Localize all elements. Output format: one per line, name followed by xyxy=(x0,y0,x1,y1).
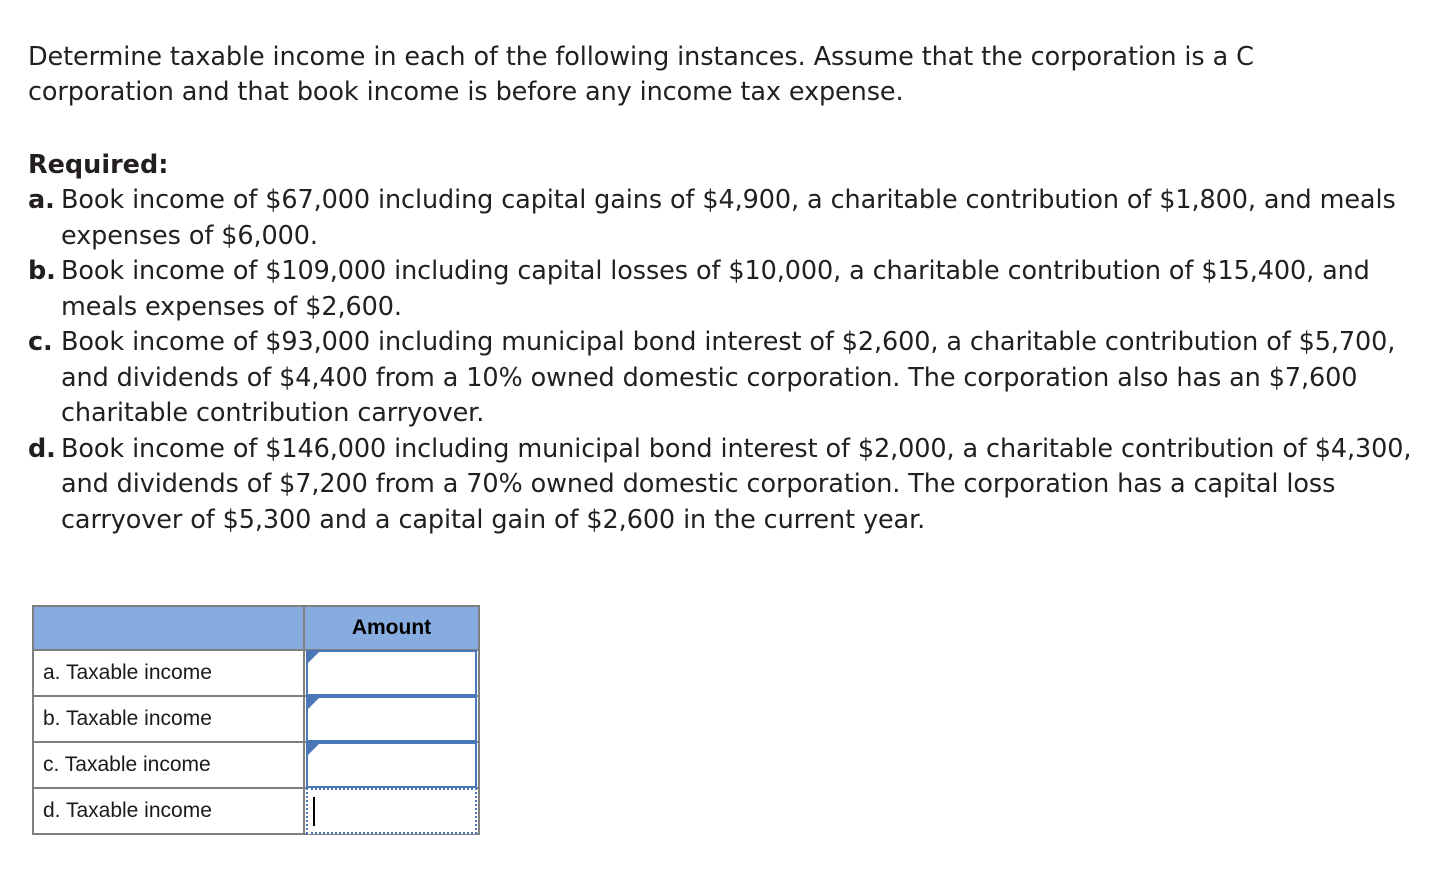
requirement-marker-c: c. xyxy=(28,327,53,357)
requirement-text-a: Book income of $67,000 including capital gains of $4,900, a charitable contribution of $1,800, and meals expenses of $6,000. xyxy=(61,185,1396,251)
table-row xyxy=(33,788,479,834)
table-row xyxy=(33,696,479,742)
answer-table xyxy=(32,605,480,835)
amount-cell-a[interactable] xyxy=(304,650,479,696)
amount-input-b[interactable] xyxy=(306,696,477,742)
row-label-a: a. Taxable income xyxy=(33,650,304,696)
requirement-item-a xyxy=(28,183,1424,254)
row-label-d: d. Taxable income xyxy=(33,788,304,834)
answer-table-container xyxy=(32,605,480,835)
requirement-marker-d: d. xyxy=(28,433,56,464)
column-header-amount: Amount xyxy=(304,606,479,650)
table-row xyxy=(33,650,479,696)
requirement-item-c xyxy=(28,325,1424,432)
requirement-item-d xyxy=(28,432,1424,539)
requirements-list xyxy=(28,183,1424,538)
requirement-text-d: Book income of $146,000 including municipal bond interest of $2,000, a charitable contribution of $4,300, and dividends of $7,200 from a 70% owned domestic corporation. The corporation has a capital loss carryover of $5,300 and a capital gain of $2,600 in the current year. xyxy=(61,433,1412,535)
row-label-c: c. Taxable income xyxy=(33,742,304,788)
row-label-b: b. Taxable income xyxy=(33,696,304,742)
amount-input-a[interactable] xyxy=(306,650,477,696)
requirement-item-b xyxy=(28,254,1424,325)
answer-table-head xyxy=(33,606,479,650)
amount-input-c[interactable] xyxy=(306,742,477,788)
intro-paragraph: Determine taxable income in each of the following instances. Assume that the corporation is a C corporation and that book income is before any income tax expense. xyxy=(28,42,1254,107)
amount-cell-c[interactable] xyxy=(304,742,479,788)
requirement-text-b: Book income of $109,000 including capital losses of $10,000, a charitable contribution of $15,400, and meals expenses of $2,600. xyxy=(61,256,1370,322)
table-row xyxy=(33,742,479,788)
requirement-marker-a: a. xyxy=(28,185,55,215)
requirement-text-c: Book income of $93,000 including municipal bond interest of $2,600, a charitable contribution of $5,700, and dividends of $4,400 from a 10% owned domestic corporation. The corporation also has an $7,600 charitable contribution carryover. xyxy=(61,327,1396,428)
required-heading: Required: xyxy=(28,150,169,180)
amount-input-d[interactable] xyxy=(306,788,477,834)
amount-cell-d[interactable] xyxy=(304,788,479,834)
text-caret xyxy=(313,797,315,826)
table-header-row xyxy=(33,606,479,650)
answer-table-body xyxy=(33,650,479,834)
requirement-marker-b: b. xyxy=(28,256,56,286)
column-header-label xyxy=(33,606,304,650)
amount-cell-b[interactable] xyxy=(304,696,479,742)
